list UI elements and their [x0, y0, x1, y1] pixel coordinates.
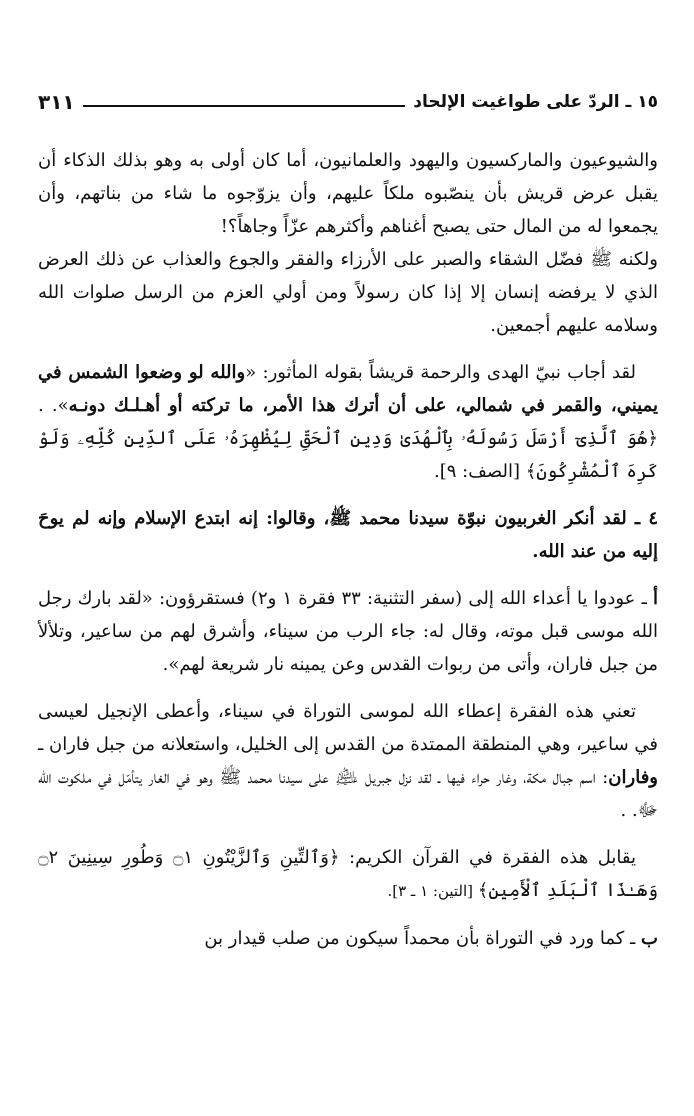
- paragraph-6-text-c: : اسم جبال مكة، وغار حراء فيها ـ لقد نزل جبريل ﵇ على سيدنا محمد ﷺ وهو في الغار يتأمّل في ملكوت الله ﷻ. .: [38, 767, 658, 821]
- quran-ref-saff: [الصف: ٩].: [434, 461, 526, 482]
- page-header: [38, 86, 658, 118]
- item-letter-b: ب: [641, 928, 658, 949]
- hadith-quote: والله لو وضعوا الشمس في يميني، والقمر في شمالي، على أن أترك هذا الأمر، ما تركته أو أهـلـك دونـه: [38, 362, 658, 416]
- paragraph-5: [38, 582, 658, 681]
- paragraph-3-close: ». .: [38, 395, 69, 416]
- paragraph-8-text: ـ كما ورد في التوراة بأن محمداً سيكون من صلب قيدار بن: [204, 928, 642, 949]
- paragraph-8: [38, 922, 658, 955]
- paragraph-5-text: ـ عودوا يا أعداء الله إلى (سفر التثنية: ٣٣ فقرة ١ و٢) فستقرؤون: «لقد بارك رجل الله موسى قبل موته، وقال له: جاء الرب من سيناء، وأشرق لهم من ساعير، وتلألأ من جبل فاران، وأتى من ربوات القدس وعن يمينه نار شريعة لهم».: [38, 588, 658, 675]
- paragraph-3-intro: لقد أجاب نبيّ الهدى والرحمة قريشاً بقوله المأثور: «: [245, 362, 636, 383]
- paragraph-2: ولكنه ﷺ فضّل الشقاء والصبر على الأرزاء والفقر والجوع والعذاب عن ذلك العرض الذي لا يرفضه إنسان إلا إذا كان رسولاً ومن أولي العزم من الرسل صلوات الله وسلامه عليهم أجمعين.: [38, 249, 658, 336]
- paragraph-6: [38, 695, 658, 827]
- item-letter-a: أ: [652, 588, 658, 609]
- paragraph-6-text-a: تعني هذه الفقرة إعطاء الله لموسى التوراة في سيناء، وأعطى الإنجيل لعيسى في ساعير، وهي المنطقة الممتدة من القدس إلى الخليل، واستعلانه من جبل فاران ـ: [38, 701, 658, 755]
- running-title: ١٥ ـ الردّ على طواغيت الإلحاد: [413, 92, 658, 112]
- paragraph-7-text: يقابل هذه الفقرة في القرآن الكريم:: [339, 847, 636, 868]
- quran-ref-tin: [التين: ١ ـ ٣].: [387, 882, 478, 900]
- page-body: [38, 144, 658, 955]
- faran-term: وفاران: [608, 767, 658, 788]
- quran-verse-saff: ﴿هُوَ ٱلَّذِىٓ أَرْسَلَ رَسُولَهُۥ بِٱلْهُدَىٰ وَدِينِ ٱلْحَقِّ لِيُظْهِرَهُۥ عَلَى ٱلدِّينِ كُلِّهِۦ وَلَوْ كَرِهَ ٱلْمُشْرِكُونَ﴾: [38, 428, 658, 482]
- header-rule: [83, 105, 406, 107]
- section-4-heading: ٤ ـ لقد أنكر الغربيون نبوّة سيدنا محمد ﷺ، وقالوا: إنه ابتدع الإسلام وإنه لم يوحَ إليه من عند الله.: [38, 508, 658, 562]
- page-number: ٣١١: [38, 90, 75, 114]
- paragraph-7: [38, 841, 658, 908]
- book-page: [38, 86, 658, 1096]
- quran-verse-tin: ﴿وَٱلتِّينِ وَٱلزَّيْتُونِ ۝١ وَطُورِ سِينِينَ ۝٢ وَهَـٰذَا ٱلْبَلَدِ ٱلْأَمِينِ﴾: [38, 847, 658, 901]
- paragraph-1: والشيوعيون والماركسيون واليهود والعلمانيون، أما كان أولى به وهو بذلك الذكاء أن يقبل عرض قريش بأن ينصّبوه ملكاً عليهم، وأن يزوّجوه ما شاء من بناتهم، وأن يجمعوا له من المال حتى يصبح أغناهم وأكثرهم عزّاً وجاهاً؟!: [38, 150, 658, 237]
- paragraph-3: [38, 356, 658, 488]
